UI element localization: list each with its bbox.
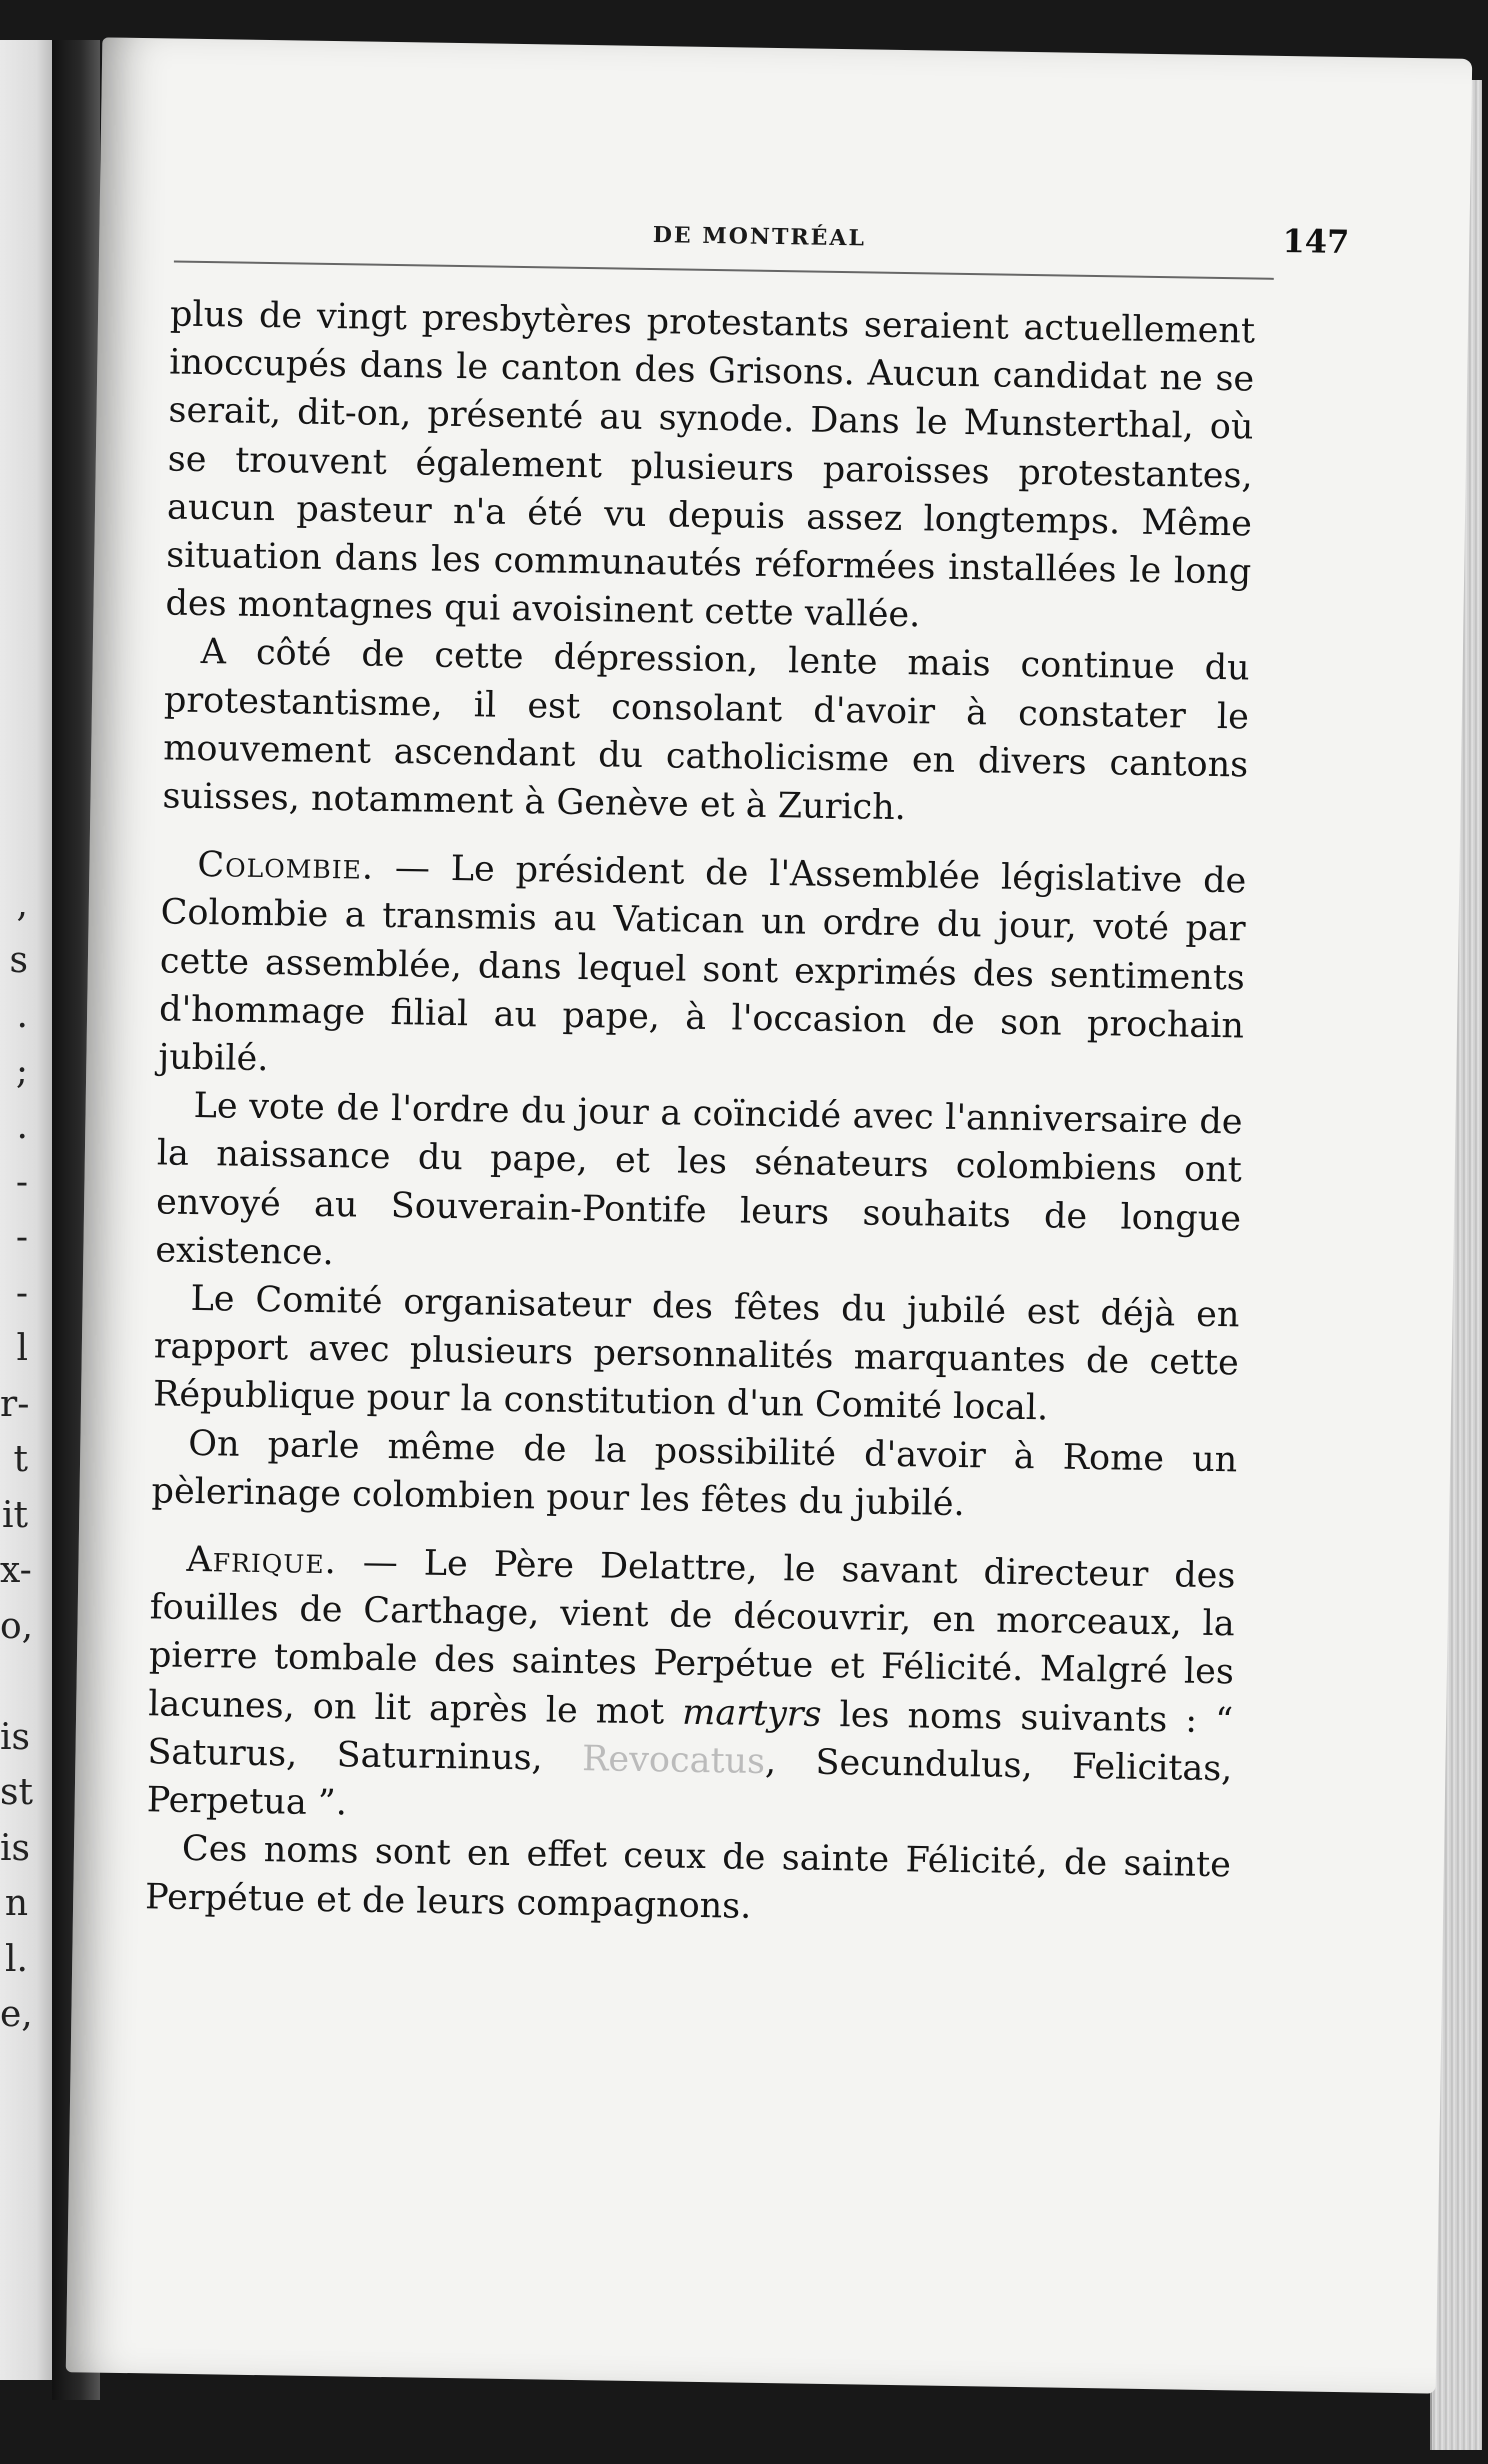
paragraph: [155, 1082, 1243, 1292]
faded-word: Revocatus: [581, 1739, 766, 1782]
paragraph-text: plus de vingt presbytères protestants seraient actuellement inoccupés dans le canton des Grisons. Aucun candidat ne se serait, dit-on, présenté au synode. Dans le Munsterthal, où se trouvent également plusieurs paroisses protestantes, aucun pasteur n'a été vu depuis assez longtemps. Même situation dans les communautés réformées installées le long des montagnes qui avoisinent cette vallée.: [165, 294, 1256, 636]
margin-fragment: s: [9, 939, 28, 981]
book-page: [66, 37, 1473, 2393]
margin-fragment: n: [4, 1883, 28, 1924]
running-head: DE MONTRÉAL: [652, 222, 867, 252]
margin-fragment: it: [2, 1494, 28, 1536]
paragraph: [146, 1535, 1235, 1841]
italic-word: martyrs: [681, 1692, 822, 1735]
section-label: Afrique.: [186, 1539, 338, 1583]
paragraph: [153, 1274, 1240, 1436]
margin-fragment: [0, 1657, 28, 1713]
paragraph-text: Ces noms sont en effet ceux de sainte Félicité, de sainte Perpétue et de leurs compagnons.: [144, 1829, 1232, 1927]
page-header: [169, 208, 1350, 287]
margin-fragment: l.: [5, 1938, 28, 1980]
margin-fragment: r-: [0, 1383, 30, 1425]
margin-fragment: l: [16, 1328, 28, 1369]
paragraph-text: On parle même de la possibilité d'avoir à Rome un pèlerinage colombien pour les fêtes du jubilé.: [151, 1423, 1238, 1524]
margin-fragment: is: [0, 1716, 30, 1758]
margin-fragment: ,: [16, 884, 28, 925]
paragraph-text: les noms suivants : “ Saturus, Saturninus,: [147, 1694, 1234, 1780]
paragraph-text: Le Comité organisateur des fêtes du jubilé est déjà en rapport avec plusieurs personnalités marquantes de cette République pour la constitution d'un Comité local.: [152, 1278, 1240, 1429]
paragraph-text: A côté de cette dépression, lente mais continue du protestantisme, il est consolant d'avoir à constater le mouvement ascendant du catholicisme en divers cantons suisses, notamment à Genève et à Zurich.: [162, 632, 1250, 829]
paragraph: [151, 1419, 1237, 1532]
margin-fragment: -: [15, 1217, 28, 1258]
page-body: [145, 290, 1255, 1938]
paragraph-text: , Secundulus, Felicitas, Perpetua ”.: [146, 1741, 1233, 1824]
previous-page-edge: [0, 40, 52, 2380]
paragraph-text: — Le Père Delattre, le savant directeur des fouilles de Carthage, vient de découvrir, en morceaux, la pierre tombale des saintes Perpétue et Félicité. Malgré les lacunes, on lit après le mot: [147, 1542, 1236, 1733]
margin-fragment: ;: [15, 1050, 28, 1092]
margin-fragment: st: [0, 1772, 33, 1813]
paragraph: [165, 290, 1255, 644]
margin-fragment: o,: [0, 1605, 34, 1647]
margin-fragment: -: [15, 1272, 28, 1314]
section-label: Colombie.: [197, 845, 375, 888]
previous-page-margin-fragments: [0, 880, 34, 2046]
paragraph: [158, 841, 1247, 1099]
paragraph-text: Le vote de l'ordre du jour a coïncidé avec l'anniversaire de la naissance du pape, et les sénateurs colombiens ont envoyé au Souverain-Pontife leurs souhaits de longue existence.: [155, 1086, 1243, 1274]
margin-fragment: -: [15, 1161, 28, 1203]
margin-fragment: e,: [0, 1994, 33, 2035]
page-number: 147: [1282, 221, 1350, 261]
paragraph-text: — Le président de l'Assemblée législative de Colombie a transmis au Vatican un ordre du jour, voté par cette assemblée, dans lequel sont exprimés des sentiments d'hommage filial au pape, à l'occasion de son prochain jubilé.: [158, 847, 1247, 1080]
paragraph: [162, 628, 1250, 838]
margin-fragment: x-: [0, 1550, 32, 1591]
margin-fragment: is: [0, 1827, 30, 1869]
margin-fragment: .: [16, 995, 28, 1036]
margin-fragment: .: [16, 1106, 28, 1147]
paragraph: [145, 1825, 1231, 1938]
margin-fragment: t: [13, 1439, 28, 1480]
